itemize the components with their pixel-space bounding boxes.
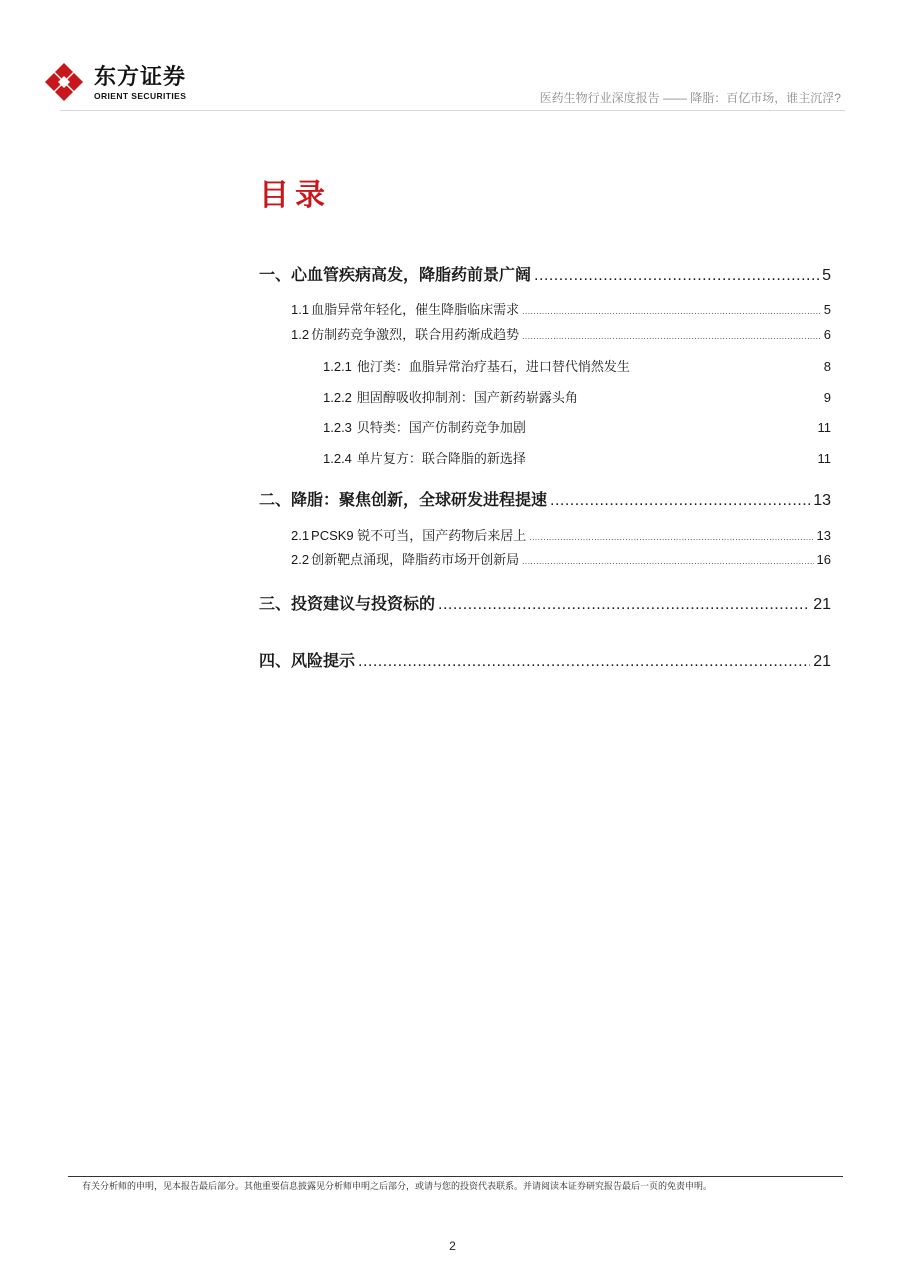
toc-dot-leader [438,595,810,615]
toc-entry-text: 三、投资建议与投资标的 [259,596,436,613]
toc-entry-text: 胆固醇吸收抑制剂：国产新药崭露头角 [356,390,578,405]
logo-english-name: ORIENT SECURITIES [94,91,187,101]
toc-entry[interactable] [259,652,831,672]
toc-heading: 目录 [259,179,331,212]
report-title: 医药生物行业深度报告 —— 降脂：百亿市场，谁主沉浮? [539,91,841,105]
toc-entry[interactable] [323,359,831,375]
toc-entry-page: 16 [816,552,831,567]
toc-dot-leader [550,491,810,511]
toc-entry-number: 2.2 [291,552,310,567]
toc-entry-page: 9 [823,390,831,405]
toc-entry-text: 他汀类：血脂异常治疗基石，进口替代悄然发生 [356,359,630,374]
toc-entry-page: 21 [813,653,831,670]
toc-entry-text: 四、风险提示 [259,653,356,670]
toc-entry-number: 1.2 [291,327,310,342]
toc-entry[interactable] [259,266,831,286]
toc-dot-leader [534,266,819,286]
toc-dot-leader [522,552,813,570]
toc-entry-page: 6 [823,327,831,342]
toc-entry-number: 1.1 [291,302,310,317]
toc-entry-text: 单片复方：联合降脂的新选择 [356,451,526,466]
toc-entry-number: 1.2.4 [323,451,352,466]
company-logo [44,62,214,104]
toc-entry-page: 13 [813,492,831,509]
footer-divider [68,1176,843,1177]
toc-entry[interactable] [291,302,831,320]
toc-entry[interactable] [259,595,831,615]
toc-dot-leader [358,652,810,672]
toc-entry[interactable] [291,552,831,570]
toc-entry-number: 1.2.2 [323,390,352,405]
toc-entry[interactable] [323,390,831,406]
toc-entry-number: 1.2.3 [323,420,352,435]
toc-entry[interactable] [323,420,831,436]
toc-entry[interactable] [323,451,831,467]
toc-entry-text: 创新靶点涌现，降脂药市场开创新局 [311,552,520,567]
header-divider [60,110,845,111]
toc-dot-leader [522,302,821,320]
toc-entry-page: 13 [816,528,831,543]
toc-entry-page: 21 [813,596,831,613]
toc-entry-number: 2.1 [291,528,310,543]
toc-entry-page: 8 [823,359,831,374]
toc-entry-number: 1.2.1 [323,359,352,374]
toc-entry-text: 二、降脂：聚焦创新，全球研发进程提速 [259,492,548,509]
page-number: 2 [449,1239,456,1253]
toc-entry-text: 血脂异常年轻化，催生降脂临床需求 [311,302,520,317]
toc-entry-page: 11 [817,451,831,466]
toc-entry-text: PCSK9 锐不可当，国产药物后来居上 [311,528,527,543]
toc-entry[interactable] [259,491,831,511]
toc-dot-leader [529,528,813,546]
toc-entry-page: 5 [822,267,831,284]
toc-entry-text: 贝特类：国产仿制药竞争加剧 [356,420,526,435]
logo-chinese-name: 东方证券 [94,64,187,89]
toc-entry-text: 一、心血管疾病高发，降脂药前景广阔 [259,267,532,284]
toc-dot-leader [522,327,821,345]
toc-entry[interactable] [291,327,831,345]
footer-disclaimer: 有关分析师的申明，见本报告最后部分。其他重要信息披露见分析师申明之后部分，或请与您的投资代表联系。并请阅读本证券研究报告最后一页的免责申明。 [82,1181,713,1191]
toc-entry-text: 仿制药竞争激烈，联合用药渐成趋势 [311,327,520,342]
toc-entry[interactable] [291,528,831,546]
orient-securities-logo-icon [44,62,84,102]
toc-entry-page: 11 [817,420,831,435]
toc-entry-page: 5 [823,302,831,317]
